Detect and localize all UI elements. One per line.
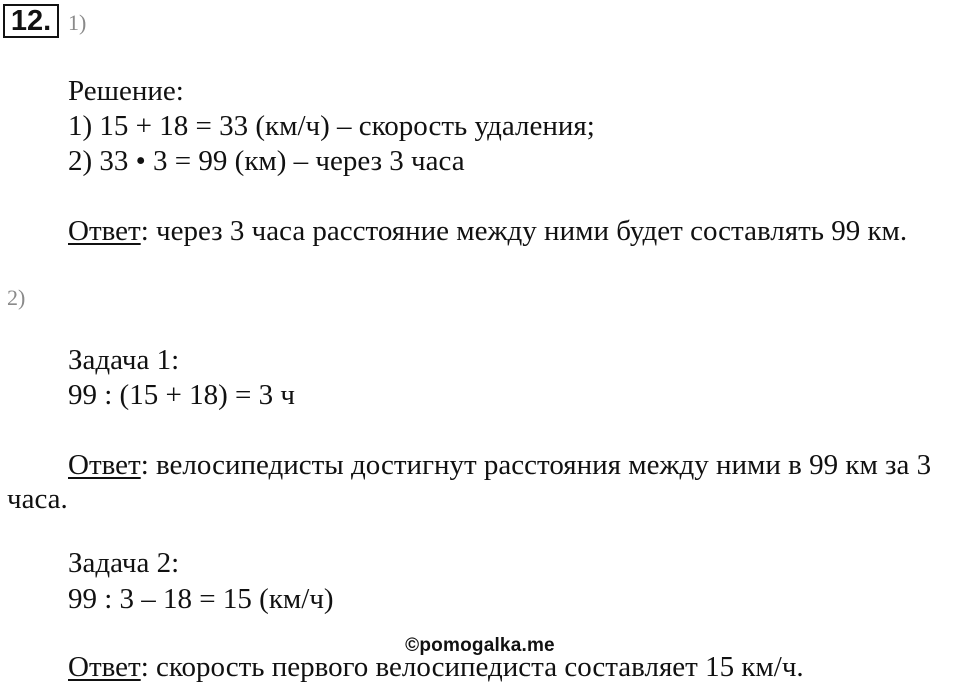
answer-text: : через 3 часа расстояние между ними будет составлять 99 км. (140, 215, 908, 247)
solution-step-2: 2) 33 • 3 = 99 (км) – через 3 часа (68, 145, 465, 177)
answer-text: : скорость первого велосипедиста составляет 15 км/ч. (140, 651, 804, 683)
answer-label: Ответ (68, 651, 141, 683)
watermark: ©pomogalka.me (405, 635, 555, 656)
task2-expression: 99 : 3 – 18 = 15 (км/ч) (68, 583, 334, 615)
solution-heading: Решение: (68, 75, 184, 107)
task-number: 12. (3, 4, 59, 38)
task1-expression: 99 : (15 + 18) = 3 ч (68, 379, 295, 411)
solution-step-1: 1) 15 + 18 = 33 (км/ч) – скорость удаления; (68, 110, 595, 142)
answer-text: : велосипедисты достигнут расстояния между ними в 99 км за 3 (140, 449, 932, 481)
task1-answer-continuation: часа. (7, 483, 68, 515)
task1-answer (68, 448, 931, 482)
part1-label: 1) (68, 10, 87, 35)
answer-label: Ответ (68, 449, 141, 481)
task1-heading: Задача 1: (68, 344, 180, 376)
task2-heading: Задача 2: (68, 547, 180, 579)
part1-answer (68, 214, 907, 248)
task2-answer (68, 650, 804, 684)
part2-label: 2) (7, 285, 26, 310)
answer-label: Ответ (68, 215, 141, 247)
